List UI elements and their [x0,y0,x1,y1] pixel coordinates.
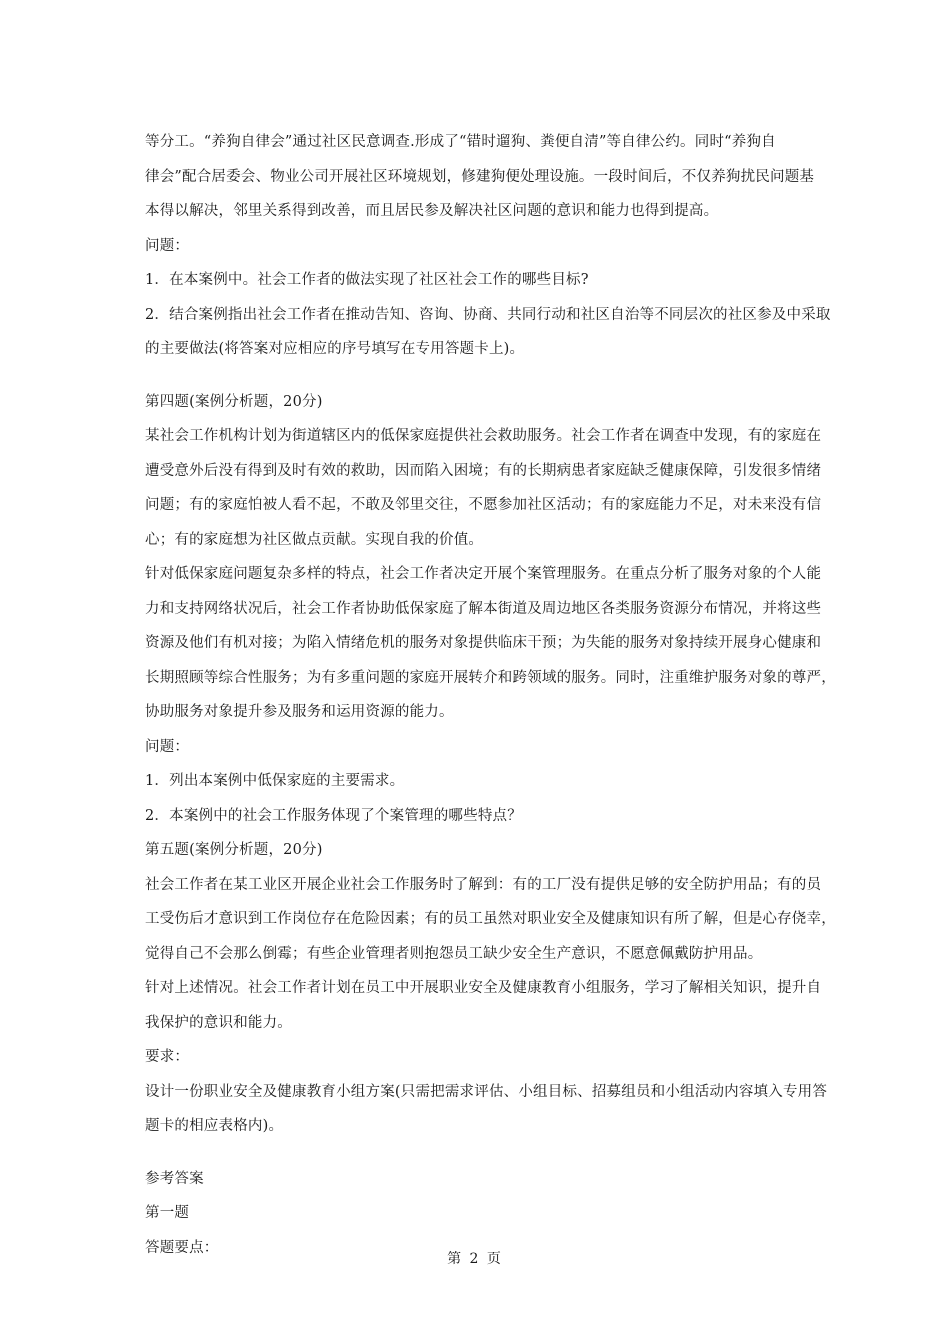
q5-paragraph-1 [145,868,836,972]
text-line: 工受伤后才意识到工作岗位存在危险因素；有的员工虽然对职业安全及健康知识有所了解，但是心存侥幸， [145,911,836,927]
page-content [145,125,836,1265]
section-gap [145,367,810,385]
page-number: 第 2 页 [447,1251,503,1267]
text-line: 等分工。“养狗自律会”通过社区民意调查.形成了“错时遛狗、粪便自清”等自律公约。同时“养狗自 [145,134,776,150]
text-line: 力和支持网络状况后，社会工作者协助低保家庭了解本街道及周边地区各类服务资源分布情况，并将这些 [145,600,822,617]
answers-first-question: 第一题 [145,1205,190,1221]
paragraph-1 [145,125,815,229]
question-item: 2．结合案例指出社会工作者在推动告知、咨询、协商、共同行动和社区自治等不同层次的社区参及中采取 [145,306,831,323]
text-line: 社会工作者在某工业区开展企业社会工作服务时了解到：有的工厂没有提供足够的安全防护用品；有的员 [145,876,822,893]
text-line: 本得以解决，邻里关系得到改善，而且居民参及解决社区问题的意识和能力也得到提高。 [145,203,719,219]
text-line: 律会”配合居委会、物业公司开展社区环境规划，修建狗便处理设施。一段时间后，不仅养狗扰民问题基 [145,168,815,185]
question-label: 问题： [145,237,190,254]
section-title-q5: 第五题(案例分析题，20分) [145,842,323,858]
text-line: 资源及他们有机对接；为陷入情绪危机的服务对象提供临床干预；为失能的服务对象持续开展身心健康和 [145,635,822,651]
text-line: 设计一份职业安全及健康教育小组方案(只需把需求评估、小组目标、招募组员和小组活动内容填入专用答 [145,1083,828,1100]
text-line: 协助服务对象提升参及服务和运用资源的能力。 [145,704,454,720]
q4-paragraph-2 [145,557,836,730]
text-line: 问题；有的家庭怕被人看不起，不敢及邻里交往，不愿参加社区活动；有的家庭能力不足，对未来没有信 [145,497,822,513]
question-label: 问题： [145,738,190,755]
text-line: 针对低保家庭问题复杂多样的特点，社会工作者决定开展个案管理服务。在重点分析了服务对象的个人能 [145,566,822,582]
text-line: 题卡的相应表格内)。 [145,1118,284,1134]
text-line: 遭受意外后没有得到及时有效的救助，因而陷入困境；有的长期病患者家庭缺乏健康保障，引发很多情绪 [145,462,822,479]
text-line: 针对上述情况。社会工作者计划在员工中开展职业安全及健康教育小组服务，学习了解相关知识，提升自 [145,980,822,996]
text-line: 心；有的家庭想为社区做点贡献。实现自我的价值。 [145,531,484,548]
section-title-q4: 第四题(案例分析题，20分) [145,393,323,410]
question-list [145,764,810,833]
text-line: 长期照顾等综合性服务；为有多重问题的家庭开展转介和跨领域的服务。同时，注重维护服务对象的尊严， [145,669,836,686]
q4-paragraph-1 [145,419,822,557]
text-line: 某社会工作机构计划为街道辖区内的低保家庭提供社会救助服务。社会工作者在调查中发现，有的家庭在 [145,428,822,444]
answers-title: 参考答案 [145,1170,204,1187]
question-item: 2．本案例中的社会工作服务体现了个案管理的哪些特点？ [145,807,522,824]
text-line: 觉得自己不会那么倒霉；有些企业管理者则抱怨员工缺少安全生产意识，不愿意佩戴防护用品。 [145,945,763,962]
q5-paragraph-2 [145,971,822,1040]
question-item: 1．在本案例中。社会工作者的做法实现了社区社会工作的哪些目标? [145,272,589,288]
requirement-text [145,1075,828,1144]
requirement-label: 要求： [145,1049,190,1065]
section-gap [145,1144,810,1162]
answers-key-points: 答题要点： [145,1239,219,1256]
question-item: 的主要做法(将答案对应相应的序号填写在专用答题卡上)。 [145,341,525,357]
text-line: 我保护的意识和能力。 [145,1014,292,1031]
question-item: 1．列出本案例中低保家庭的主要需求。 [145,773,405,789]
question-list [145,263,831,367]
